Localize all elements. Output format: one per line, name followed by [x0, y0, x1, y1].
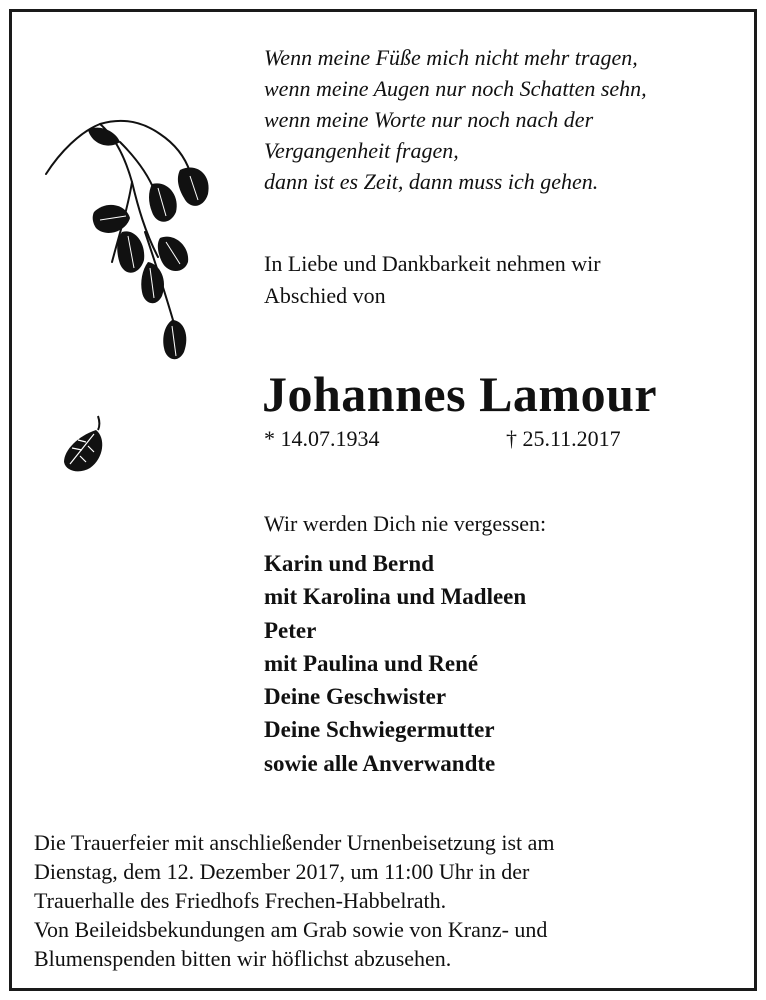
birth-date: * 14.07.1934	[264, 426, 380, 451]
poem-line: wenn meine Augen nur noch Schatten sehn,	[264, 76, 647, 101]
deceased-name: Johannes Lamour	[262, 366, 658, 422]
poem-line: wenn meine Worte nur noch nach der	[264, 107, 594, 132]
intro-line: In Liebe und Dankbarkeit nehmen wir	[264, 251, 601, 276]
poem-line: Vergangenheit fragen,	[264, 138, 459, 163]
notice-line: Trauerhalle des Friedhofs Frechen-Habbelrath.	[34, 888, 447, 913]
notice-line: Die Trauerfeier mit anschließender Urnenbeisetzung ist am	[34, 830, 555, 855]
mourner-line: Deine Schwiegermutter	[264, 717, 495, 743]
death-date: † 25.11.2017	[506, 426, 621, 451]
mourner-line: Karin und Bernd	[264, 551, 434, 576]
intro-text	[264, 248, 601, 312]
birch-branch-icon	[40, 112, 220, 372]
mourner-line: mit Karolina und Madleen	[264, 584, 527, 610]
notice-line: Von Beileidsbekundungen am Grab sowie von Kranz- und	[34, 917, 548, 942]
mourner-line: mit Paulina und René	[264, 650, 479, 676]
mourner-line: sowie alle Anverwandte	[264, 750, 496, 776]
mourners-list	[264, 547, 526, 780]
notice-line: Blumenspenden bitten wir höflichst abzusehen.	[34, 946, 452, 971]
poem-line: Wenn meine Füße mich nicht mehr tragen,	[264, 45, 638, 70]
farewell-text: Wir werden Dich nie vergessen:	[264, 511, 547, 536]
mourner-line: Peter	[264, 617, 317, 643]
notice-line: Dienstag, dem 12. Dezember 2017, um 11:00 Uhr in der	[34, 859, 530, 884]
funeral-notice	[34, 828, 555, 973]
intro-line: Abschied von	[264, 283, 386, 308]
poem	[264, 42, 647, 197]
mourner-line: Deine Geschwister	[264, 684, 447, 710]
poem-line: dann ist es Zeit, dann muss ich gehen.	[264, 169, 599, 194]
falling-leaf-icon	[60, 412, 110, 478]
